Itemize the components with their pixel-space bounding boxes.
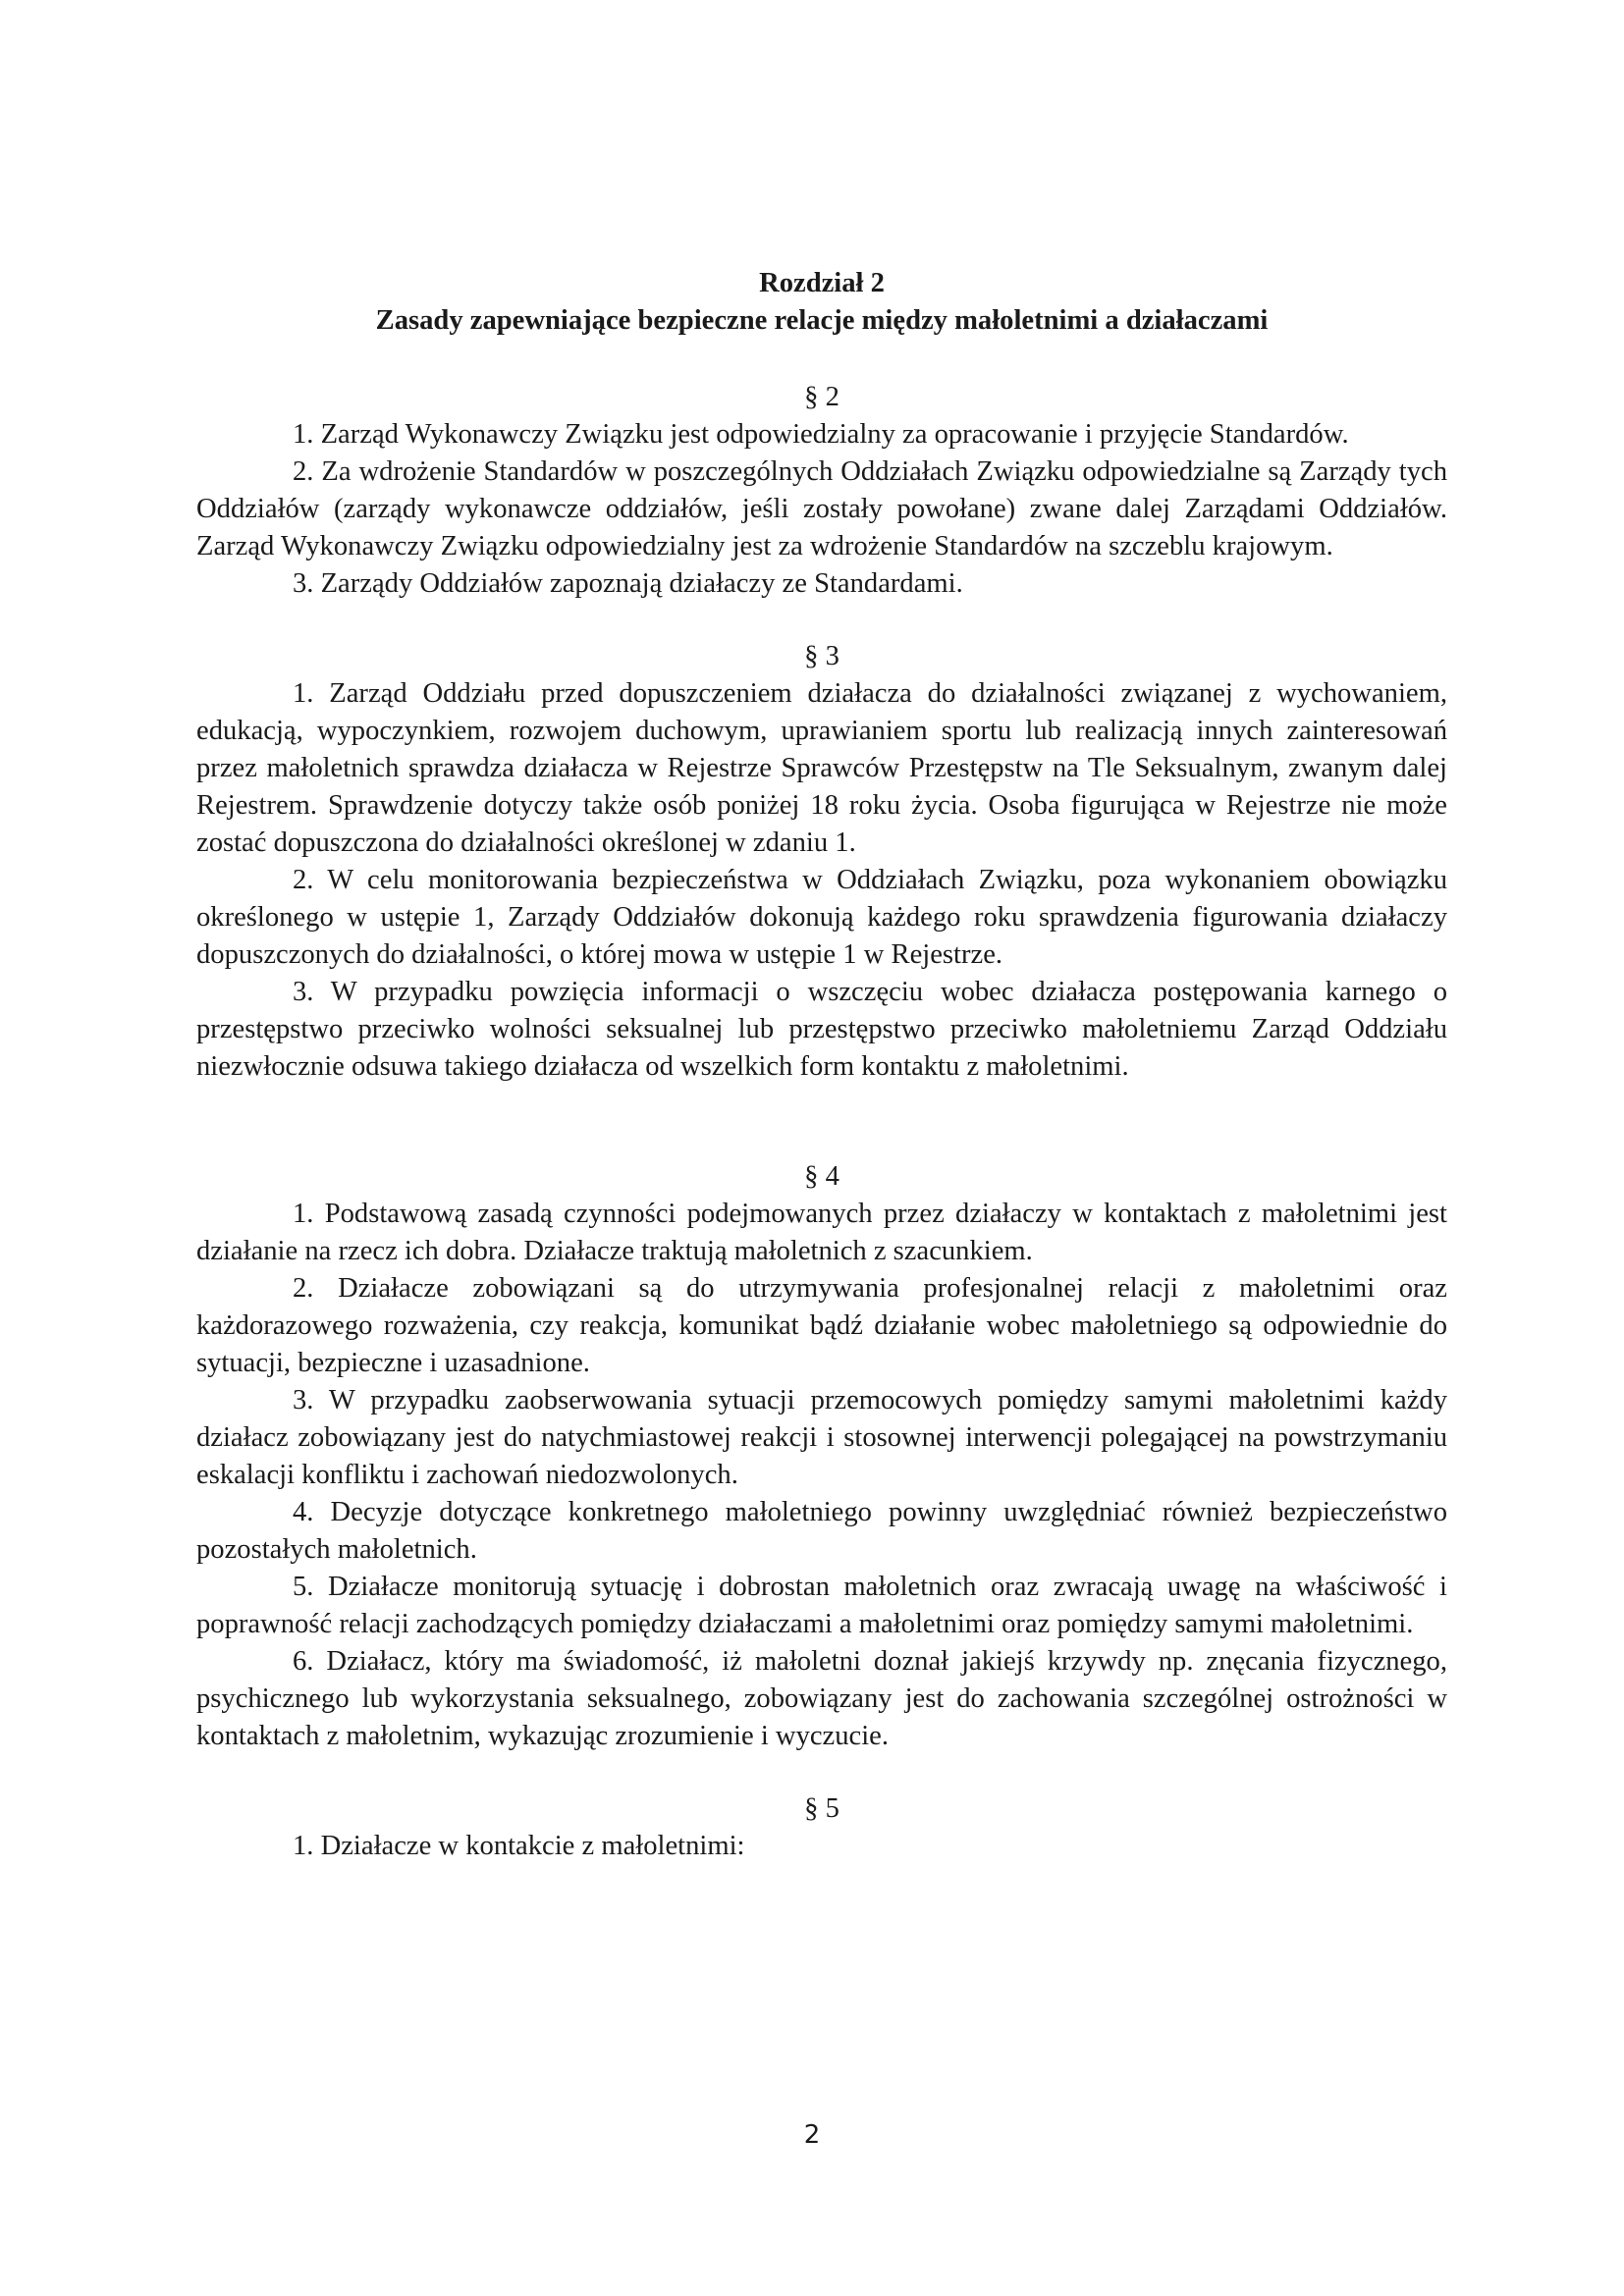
paragraph: 6. Działacz, który ma świadomość, iż małoletni doznał jakiejś krzywdy np. znęcania fizycznego, psychicznego lub wykorzystania seksualnego, zobowiązany jest do zachowania szczególnej ostrożności w kontaktach z małoletnim, wykazując zrozumienie i wyczucie. xyxy=(196,1646,1447,1751)
section-heading: § 2 xyxy=(804,382,839,412)
chapter-number: Rozdział 2 xyxy=(759,268,885,298)
page-number: 2 xyxy=(803,2120,821,2150)
paragraph: 1. Zarząd Wykonawczy Związku jest odpowiedzialny za opracowanie i przyjęcie Standardów. xyxy=(293,419,1349,450)
section-4 xyxy=(196,1158,1447,1755)
section-heading: § 3 xyxy=(804,641,839,671)
paragraph: 1. Zarząd Oddziału przed dopuszczeniem działacza do działalności związanej z wychowaniem, edukacją, wypoczynkiem, rozwojem duchowym, uprawianiem sportu lub realizacją innych zainteresowań przez małoletnich sprawdza działacza w Rejestrze Sprawców Przestępstw na Tle Seksualnym, zwanym dalej Rejestrem. Sprawdzenie dotyczy także osób poniżej 18 roku życia. Osoba figurująca w Rejestrze nie może zostać dopuszczona do działalności określonej w zdaniu 1. xyxy=(196,678,1447,858)
section-5 xyxy=(196,1790,1447,1865)
paragraph: 3. Zarządy Oddziałów zapoznają działaczy ze Standardami. xyxy=(293,568,963,599)
paragraph: 3. W przypadku zaobserwowania sytuacji przemocowych pomiędzy samymi małoletnimi każdy działacz zobowiązany jest do natychmiastowej reakcji i stosownej interwencji polegającej na powstrzymaniu eskalacji konfliktu i zachowań niedozwolonych. xyxy=(196,1385,1447,1490)
paragraph: 2. Za wdrożenie Standardów w poszczególnych Oddziałach Związku odpowiedzialne są Zarządy tych Oddziałów (zarządy wykonawcze oddziałów, jeśli zostały powołane) zwane dalej Zarządami Oddziałów. Zarząd Wykonawczy Związku odpowiedzialny jest za wdrożenie Standardów na szczeblu krajowym. xyxy=(196,456,1447,561)
paragraph: 2. Działacze zobowiązani są do utrzymywania profesjonalnej relacji z małoletnimi oraz każdorazowego rozważenia, czy reakcja, komunikat bądź działanie wobec małoletniego są odpowiednie do sytuacji, bezpieczne i uzasadnione. xyxy=(196,1273,1447,1378)
paragraph: 3. W przypadku powzięcia informacji o wszczęciu wobec działacza postępowania karnego o przestępstwo przeciwko wolności seksualnej lub przestępstwo przeciwko małoletniemu Zarząd Oddziału niezwłocznie odsuwa takiego działacza od wszelkich form kontaktu z małoletnimi. xyxy=(196,977,1447,1082)
section-3 xyxy=(196,638,1447,1086)
section-2 xyxy=(196,379,1447,603)
paragraph: 4. Decyzje dotyczące konkretnego małoletniego powinny uwzględniać również bezpieczeństwo pozostałych małoletnich. xyxy=(196,1497,1447,1565)
paragraph: 5. Działacze monitorują sytuację i dobrostan małoletnich oraz zwracają uwagę na właściwość i poprawność relacji zachodzących pomiędzy działaczami a małoletnimi oraz pomiędzy samymi małoletnimi. xyxy=(196,1572,1447,1639)
paragraph: 1. Podstawową zasadą czynności podejmowanych przez działaczy w kontaktach z małoletnimi jest działanie na rzecz ich dobra. Działacze traktują małoletnich z szacunkiem. xyxy=(196,1199,1447,1266)
chapter-title: Zasady zapewniające bezpieczne relacje między małoletnimi a działaczami xyxy=(375,305,1269,336)
paragraph: 1. Działacze w kontakcie z małoletnimi: xyxy=(293,1831,745,1861)
section-heading: § 4 xyxy=(804,1161,839,1192)
section-heading: § 5 xyxy=(804,1793,839,1824)
paragraph: 2. W celu monitorowania bezpieczeństwa w Oddziałach Związku, poza wykonaniem obowiązku określonego w ustępie 1, Zarządy Oddziałów dokonują każdego roku sprawdzenia figurowania działaczy dopuszczonych do działalności, o której mowa w ustępie 1 w Rejestrze. xyxy=(196,865,1447,970)
document-page xyxy=(196,265,1447,1865)
